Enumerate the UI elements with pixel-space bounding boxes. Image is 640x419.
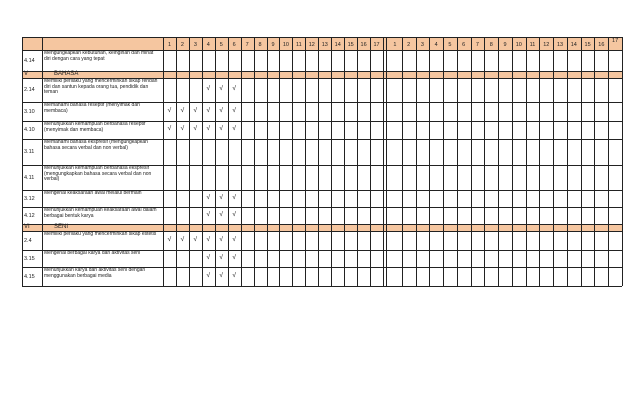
indicator-code: 4.11 [24,174,35,181]
grid-line [228,37,229,286]
indicator-description: Mengungkapkan kebutuhan, keinginan dan minat diri dengan cara yang tepat [44,50,154,62]
grid-line [443,37,444,286]
section-number: VI [24,224,30,230]
check-mark: √ [232,210,237,218]
column-number-right: 3 [420,42,424,48]
grid-line [22,224,622,225]
column-number-right: 7 [475,42,479,48]
grid-line [512,37,513,286]
column-number-right: 15 [584,42,591,48]
check-mark: √ [232,125,237,132]
grid-line [581,37,582,286]
check-mark: √ [219,106,224,114]
grid-line [22,102,622,103]
check-mark: √ [206,125,211,132]
check-mark: √ [180,235,185,243]
grid-line [22,78,622,79]
grid-line [176,37,177,286]
column-number-right: 8 [489,42,493,48]
column-number-left: 14 [334,42,341,48]
indicator-code: 3.11 [24,149,35,155]
column-number-right: 5 [448,42,452,48]
indicator-description: Memahami bahasa reseptif (menyimak dan membaca) [44,102,140,114]
grid-line [215,37,216,286]
check-mark: √ [232,106,237,114]
check-mark: √ [232,235,237,243]
column-number-left: 15 [347,42,354,48]
check-mark: √ [180,125,185,132]
check-mark: √ [206,271,211,279]
column-number-left: 3 [193,42,197,48]
check-mark: √ [167,106,172,114]
check-mark: √ [219,193,224,201]
grid-line [608,37,609,286]
grid-line [254,37,255,286]
grid-line [457,37,458,286]
grid-line [22,37,23,286]
grid-line [429,37,430,286]
indicator-description: Memahami bahasa ekspresif (mengungkapkan bahasa secara verbal dan non verbal) [44,139,148,151]
indicator-code: 2.14 [24,87,35,93]
check-mark: √ [206,193,211,201]
check-mark: √ [167,235,172,243]
column-number-left: 10 [282,42,289,48]
grid-line [318,37,319,286]
section-number: V [24,71,29,77]
check-mark: √ [206,235,211,243]
column-number-left: 6 [232,42,236,48]
check-mark: √ [193,125,198,132]
column-number-right: 17 [612,38,619,44]
check-mark: √ [232,271,237,279]
check-mark: √ [232,193,237,201]
check-mark: √ [206,106,211,114]
indicator-description: Menunjukkan karya dan aktivitas seni dengan menggunakan berbagai media [44,267,146,279]
grid-line [22,250,622,251]
check-mark: √ [167,125,172,132]
grid-line [189,37,190,286]
grid-line [498,37,499,286]
grid-line [22,50,622,51]
check-mark: √ [219,235,224,243]
grid-line [22,37,622,38]
grid-line [22,165,622,166]
grid-line [22,231,622,232]
column-number-right: 6 [462,42,466,48]
check-mark: √ [219,271,224,279]
grid-line [331,37,332,286]
check-mark: √ [232,253,237,261]
column-number-right: 12 [543,42,550,48]
grid-line [386,37,387,286]
grid-line [402,37,403,286]
indicator-description: Memiliki perilaku yang mencerminkan sikap rendah diri dan santun kepada orang tua, pendidik dan teman [44,78,158,96]
grid-line [22,71,622,72]
grid-line [383,37,384,286]
column-number-right: 9 [503,42,507,48]
indicator-description: Mengenal berbagai karya dan aktivitas seni [44,250,141,256]
indicator-description: Menunjukkan kemampuan berbahasa ekspresif (mengungkapkan bahasa secara verbal dan non verbal) [44,165,152,183]
grid-line [471,37,472,286]
section-title: SENI [54,224,69,230]
indicator-description: Memiliki perilaku yang mencerminkan sikap estetis [44,231,157,237]
column-number-left: 4 [206,42,210,48]
check-mark: √ [232,85,237,92]
grid-line [163,37,164,286]
column-number-left: 16 [360,42,367,48]
column-number-left: 12 [308,42,315,48]
column-number-left: 13 [321,42,328,48]
check-mark: √ [193,106,198,114]
check-mark: √ [193,235,198,243]
grid-line [22,286,622,287]
grid-line [22,121,622,122]
column-number-right: 1 [393,42,397,48]
grid-line [594,37,595,286]
grid-line [22,267,622,268]
column-number-left: 1 [167,42,171,48]
grid-line [357,37,358,286]
indicator-code: 4.12 [24,212,35,219]
grid-line [202,37,203,286]
grid-line [22,190,622,191]
column-number-right: 4 [434,42,438,48]
grid-line [292,37,293,286]
check-mark: √ [206,253,211,261]
indicator-description: Menunjukkan kemampuan berbahasa reseptif (menyimak dan membaca) [44,121,146,133]
grid-line [416,37,417,286]
check-mark: √ [219,125,224,132]
column-number-right: 11 [529,42,536,48]
column-number-left: 17 [373,42,380,48]
column-number-left: 9 [271,42,275,48]
check-mark: √ [206,210,211,218]
grid-line [553,37,554,286]
indicator-code: 3.12 [24,195,35,202]
grid-line [370,37,371,286]
check-mark: √ [219,210,224,218]
indicator-code: 4.14 [24,57,35,64]
check-mark: √ [219,253,224,261]
grid-line [567,37,568,286]
grid-line [539,37,540,286]
grid-line [484,37,485,286]
column-number-right: 2 [407,42,411,48]
grid-line [42,37,43,286]
column-number-right: 16 [598,42,605,48]
grid-line [622,37,623,286]
indicator-code: 2.4 [24,237,32,244]
column-number-left: 11 [296,42,302,48]
check-mark: √ [206,85,211,92]
grid-line [241,37,242,286]
column-number-left: 8 [258,42,262,48]
grid-line [279,37,280,286]
grid-line [267,37,268,286]
column-number-right: 14 [570,42,577,48]
column-number-right: 13 [556,42,564,48]
check-mark: √ [180,106,185,114]
indicator-code: 3.10 [24,108,35,115]
check-mark: √ [219,85,224,92]
indicator-code: 4.15 [24,273,35,280]
column-number-left: 7 [245,42,249,48]
grid-line [22,207,622,208]
indicator-code: 4.10 [24,127,35,133]
column-number-right: 10 [515,42,522,48]
grid-line [526,37,527,286]
column-number-left: 2 [180,42,184,48]
indicator-description: Menunjukkan kemampuan keaksaraan awal dalam berbagai bentuk karya [44,207,157,219]
indicator-code: 3.15 [24,255,35,262]
grid-line [22,139,622,140]
indicator-description: Mengenal keaksaraan awal melalui bermain [44,190,142,196]
grid-line [305,37,306,286]
grid-line [344,37,345,286]
section-title: BAHASA [54,71,79,77]
column-number-left: 5 [219,42,223,48]
